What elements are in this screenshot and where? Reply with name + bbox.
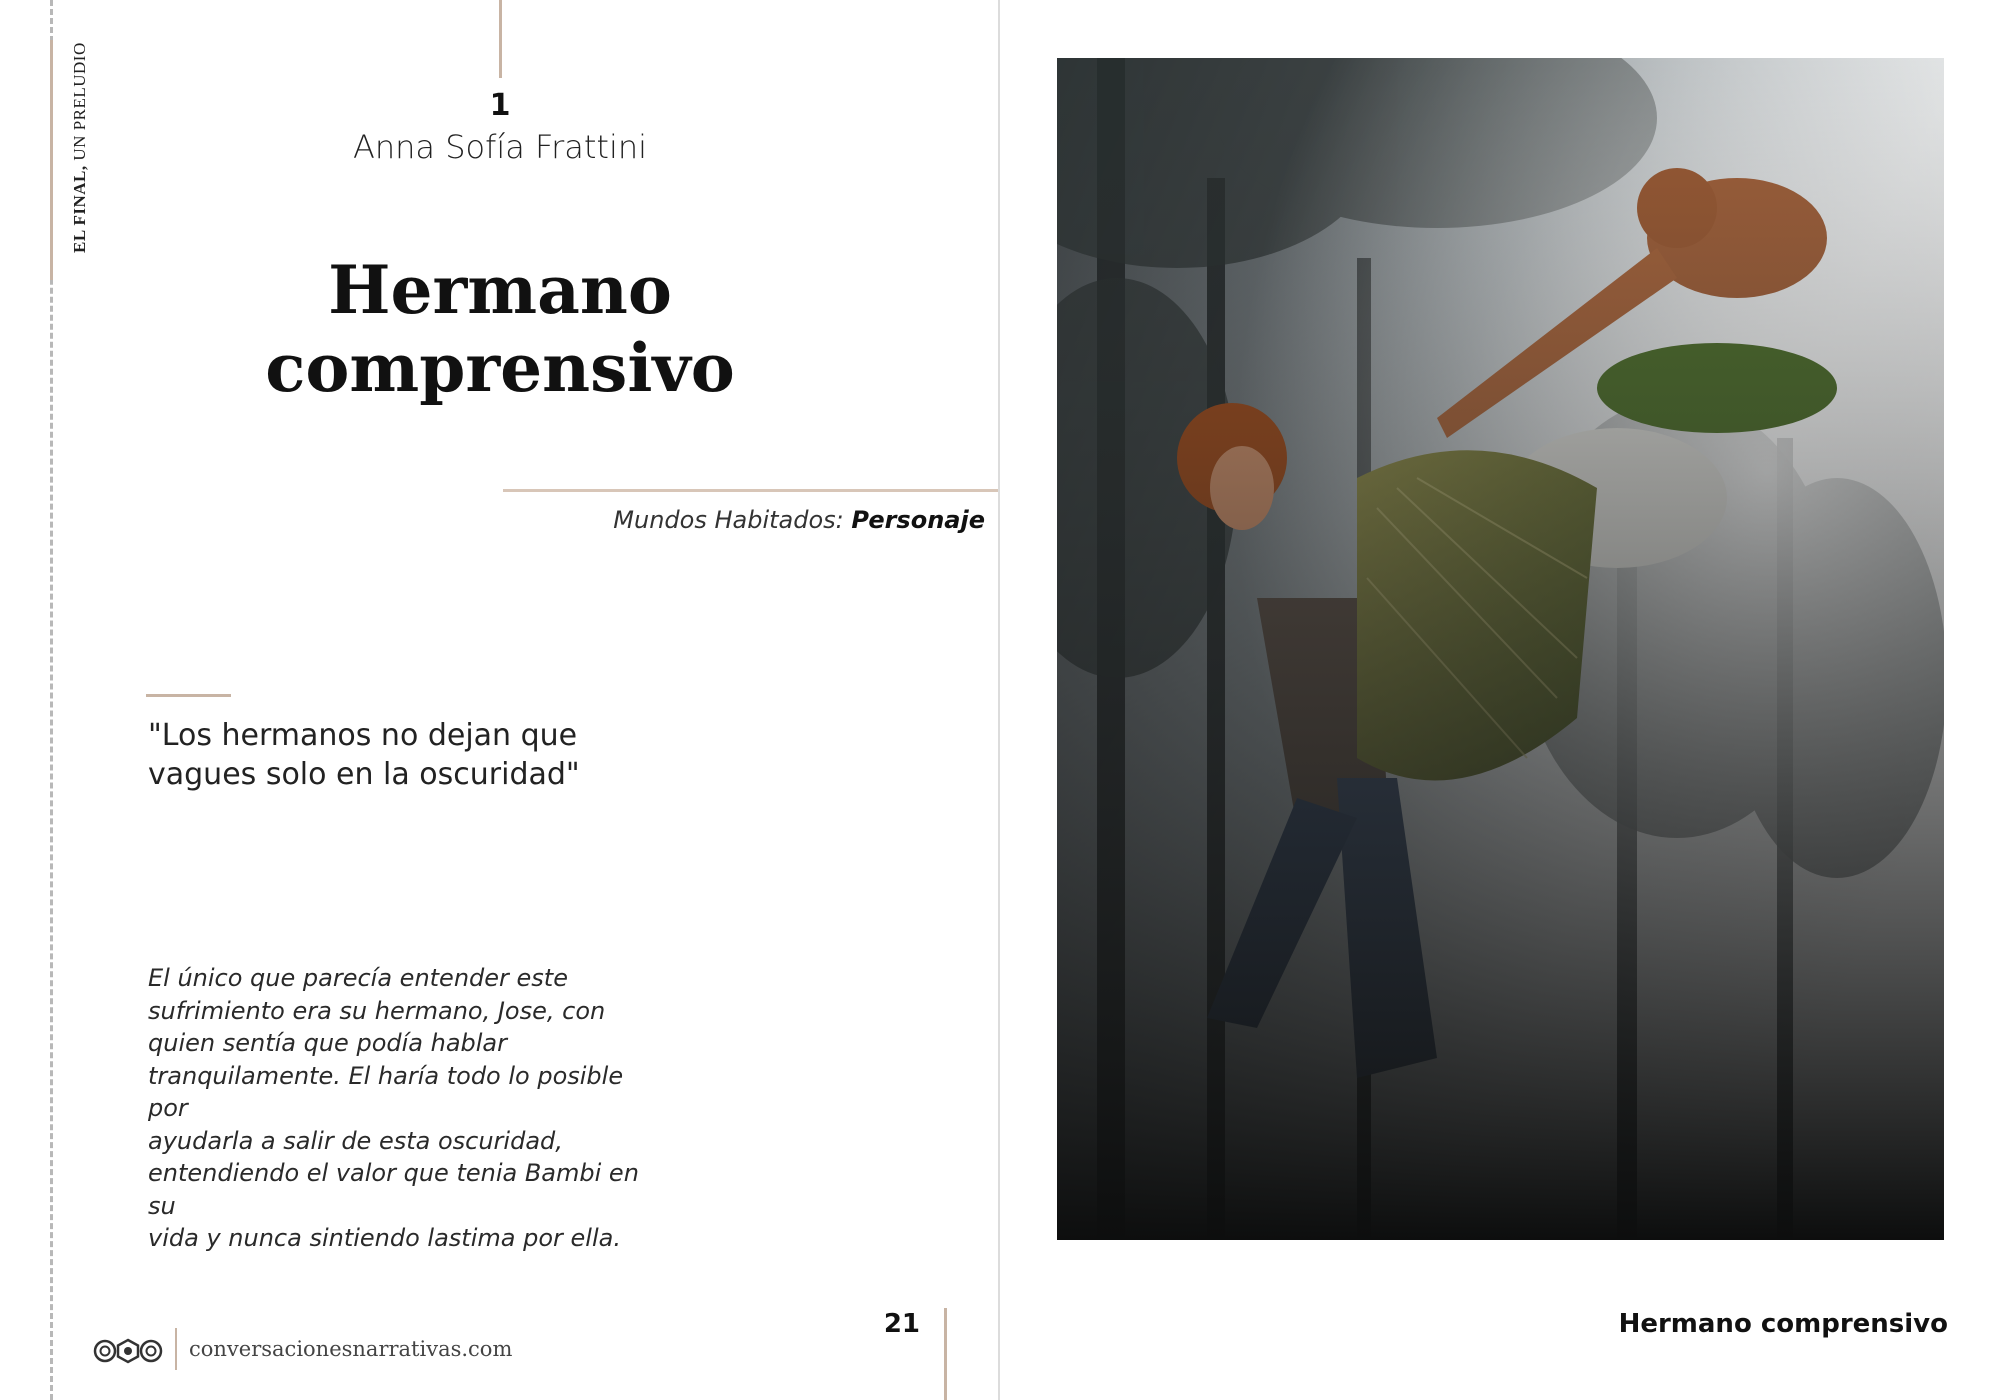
running-header — [70, 42, 92, 282]
page-title — [220, 252, 780, 408]
section-prefix: Mundos Habitados: — [613, 506, 852, 534]
quote-line: "Los hermanos no dejan que — [148, 718, 578, 753]
footer-accent-tick — [944, 1308, 947, 1400]
body-line: entendiendo el valor que tenia Bambi en su — [148, 1159, 639, 1220]
body-paragraph — [148, 962, 658, 1255]
pull-quote — [148, 716, 668, 794]
footer-separator — [175, 1328, 177, 1370]
body-line: vida y nunca sintiendo lastima por ella. — [148, 1224, 621, 1252]
body-line: tranquilamente. El haría todo lo posible por — [148, 1061, 624, 1122]
issue-number: 1 — [489, 88, 511, 123]
body-line: El único que parecía entender este — [148, 964, 568, 992]
publisher-logo-icon — [93, 1337, 163, 1365]
body-line: ayudarla a salir de esta oscuridad, — [148, 1126, 563, 1155]
quote-rule — [146, 694, 231, 697]
running-header-rest: UN PRELUDIO — [70, 42, 89, 166]
footer-website-link[interactable]: conversacionesnarrativas.com — [189, 1337, 513, 1361]
author-name: Anna Sofía Frattini — [352, 128, 648, 166]
margin-accent-rule — [50, 40, 53, 280]
title-line-1: Hermano — [328, 251, 672, 329]
top-accent-tick — [499, 0, 502, 78]
quote-line: vagues solo en la oscuridad" — [148, 757, 580, 792]
section-category: Personaje — [851, 506, 985, 534]
body-line: sufrimiento era su hermano, Jose, con — [148, 996, 606, 1025]
footer-article-title: Hermano comprensivo — [1618, 1309, 1948, 1339]
spine-divider — [998, 0, 1000, 1400]
feature-photo — [1057, 58, 1944, 1240]
section-rule — [503, 489, 998, 492]
section-label — [520, 506, 985, 534]
title-line-2: comprensivo — [265, 328, 735, 407]
page-number: 21 — [883, 1309, 920, 1339]
body-line: quien sentía que podía hablar — [148, 1029, 508, 1057]
running-header-bold: EL FINAL, — [70, 165, 89, 253]
